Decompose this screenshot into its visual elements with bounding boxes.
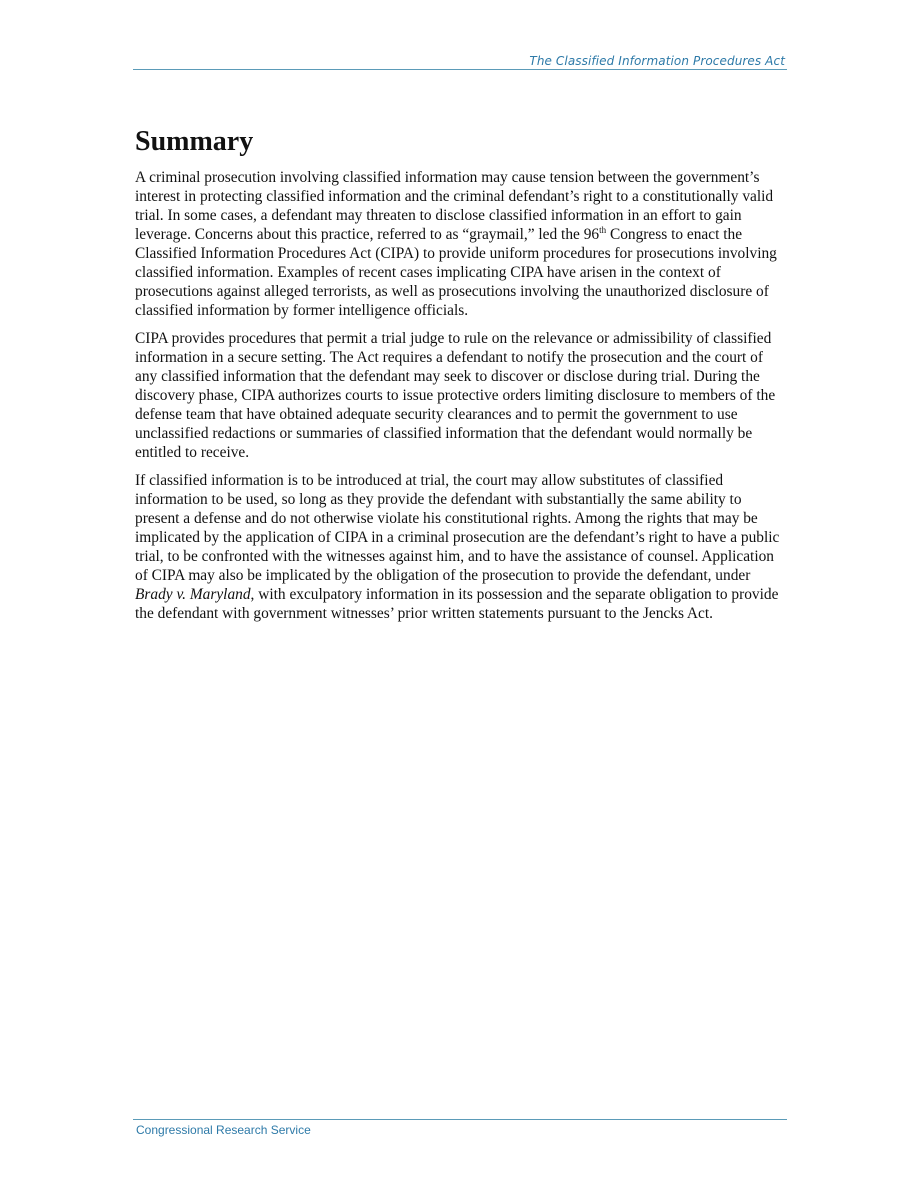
summary-paragraph-2: CIPA provides procedures that permit a trial judge to rule on the relevance or admissibility of classified information in a secure setting. The Act requires a defendant to notify the prosecution and the court of any classified information that the defendant may seek to discover or disclose during trial. During the discovery phase, CIPA authorizes courts to issue protective orders limiting disclosure to members of the defense team that have obtained adequate security clearances and to permit the government to use unclassified redactions or summaries of classified information that the defendant would normally be entitled to receive. xyxy=(135,330,776,461)
footer-organization: Congressional Research Service xyxy=(136,1123,311,1137)
case-citation: Brady v. Maryland xyxy=(135,586,251,603)
paragraph-1-text-b: Congress to enact the Classified Information Procedures Act (CIPA) to provide uniform procedures for prosecutions involving classified information. Examples of recent cases implicating CIPA have arisen in the context of prosecutions against alleged terrorists, as well as prosecutions involving the unauthorized disclosure of classified information by former intelligence officials. xyxy=(135,226,777,319)
section-heading: Summary xyxy=(135,126,254,157)
running-header xyxy=(133,53,787,70)
paragraph-3-text-b: , with exculpatory information in its possession and the separate obligation to provide the defendant with government witnesses’ prior written statements pursuant to the Jencks Act. xyxy=(135,586,779,622)
running-footer xyxy=(133,1119,787,1137)
ordinal-superscript: th xyxy=(599,225,607,235)
summary-paragraph-3 xyxy=(135,471,785,623)
paragraph-1-text-a: A criminal prosecution involving classified information may cause tension between the government’s interest in protecting classified information and the criminal defendant’s right to a constitutionally valid trial. In some cases, a defendant may threaten to disclose classified information in an effort to gain leverage. Concerns about this practice, referred to as “graymail,” led the 96 xyxy=(135,169,774,243)
summary-section xyxy=(135,124,785,632)
summary-paragraph-1 xyxy=(135,168,785,320)
paragraph-3-text-a: If classified information is to be introduced at trial, the court may allow substitutes of classified information to be used, so long as they provide the defendant with substantially the same ability to present a defense and do not otherwise violate his constitutional rights. Among the rights that may be implicated by the application of CIPA in a criminal prosecution are the defendant’s right to have a public trial, to be confronted with the witnesses against him, and to have the assistance of counsel. Application of CIPA may also be implicated by the obligation of the prosecution to provide the defendant, under xyxy=(135,472,780,584)
running-header-title: The Classified Information Procedures Act xyxy=(529,54,785,68)
